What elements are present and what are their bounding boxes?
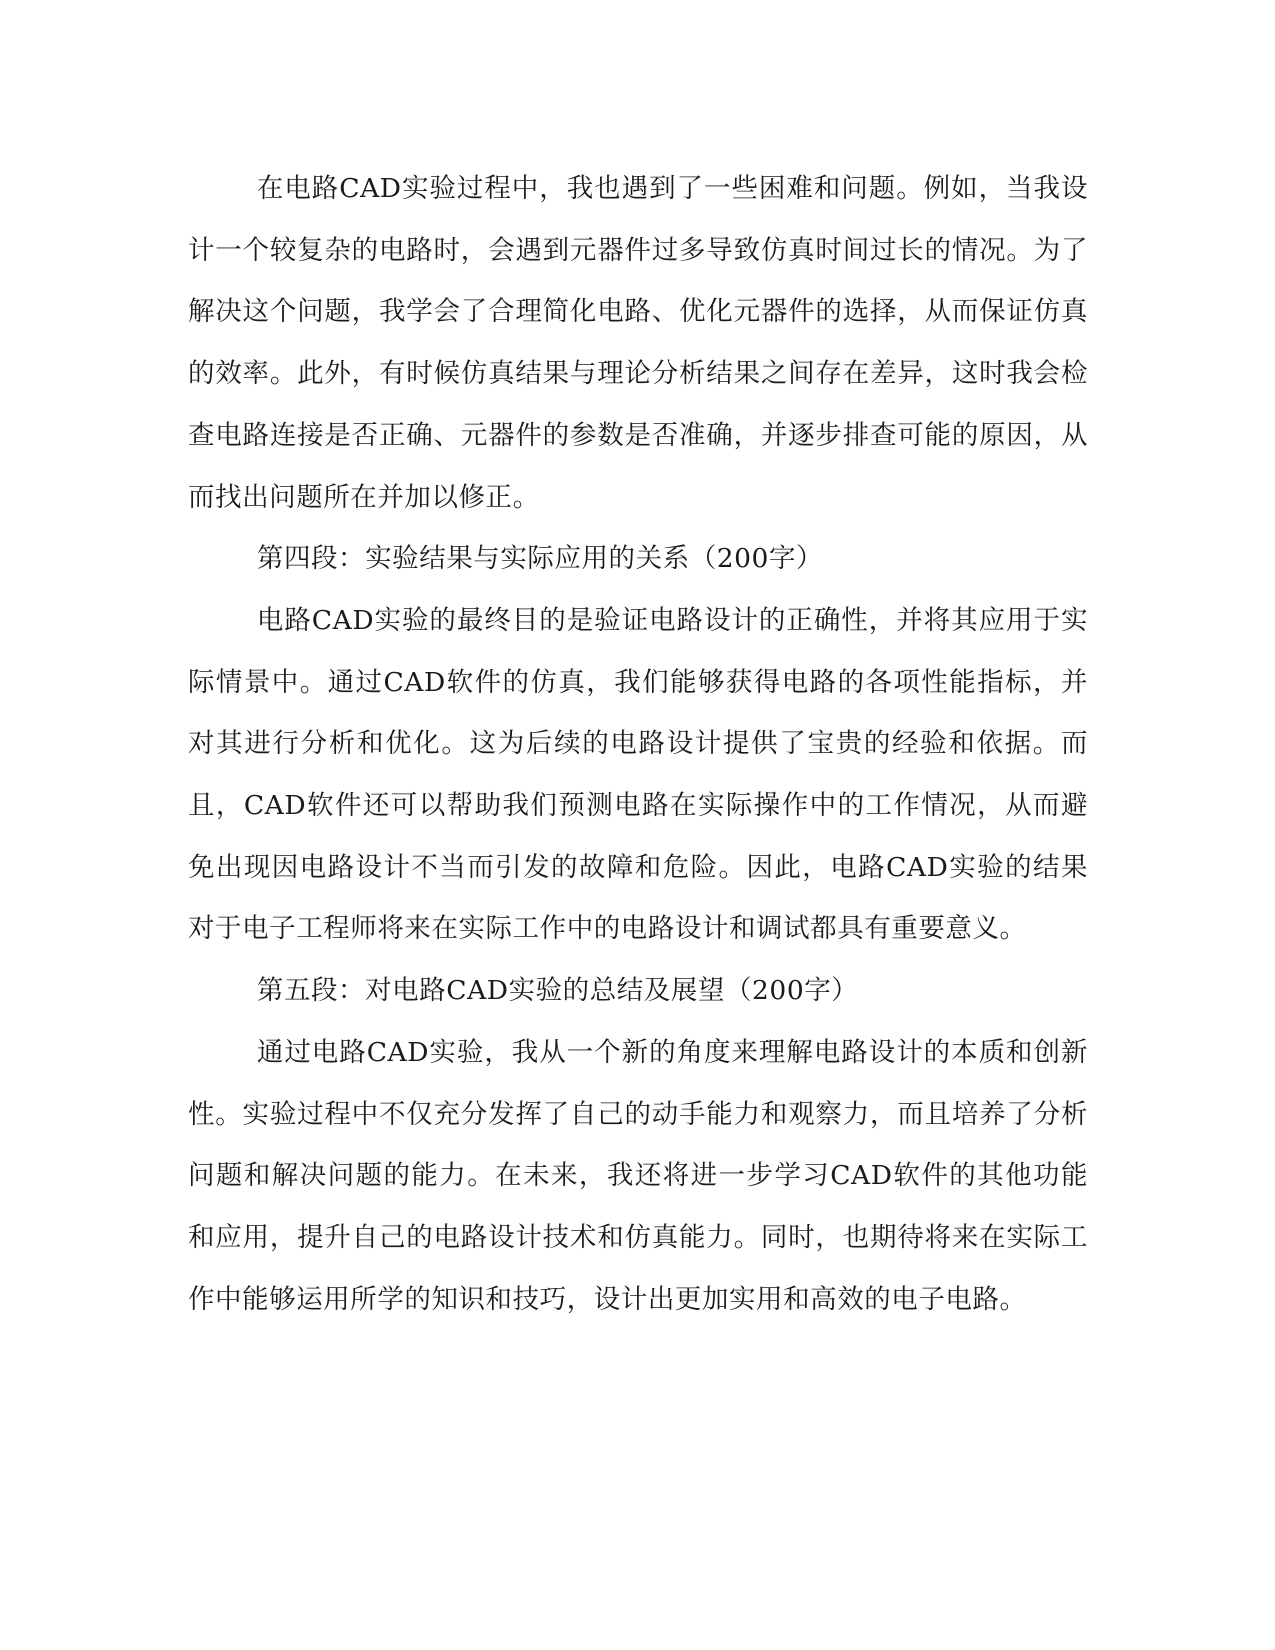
paragraph-summary-outlook: 通过电路CAD实验，我从一个新的角度来理解电路设计的本质和创新性。实验过程中不仅充分发挥了自己的动手能力和观察力，而且培养了分析问题和解决问题的能力。在未来，我还将进一步学习CAD软件的其他功能和应用，提升自己的电路设计技术和仿真能力。同时，也期待将来在实际工作中能够运用所学的知识和技巧，设计出更加实用和高效的电子电路。: [188, 1036, 1088, 1315]
section-heading-5: 第五段：对电路CAD实验的总结及展望（200字）: [256, 975, 859, 1007]
section-heading-4: 第四段：实验结果与实际应用的关系（200字）: [256, 543, 824, 575]
paragraph-difficulties: 在电路CAD实验过程中，我也遇到了一些困难和问题。例如，当我设计一个较复杂的电路时，会遇到元器件过多导致仿真时间过长的情况。为了解决这个问题，我学会了合理简化电路、优化元器件的选择，从而保证仿真的效率。此外，有时候仿真结果与理论分析结果之间存在差异，这时我会检查电路连接是否正确、元器件的参数是否准确，并逐步排查可能的原因，从而找出问题所在并加以修正。: [188, 173, 1088, 513]
document-body: [188, 158, 1088, 1330]
paragraph-results-application: 电路CAD实验的最终目的是验证电路设计的正确性，并将其应用于实际情景中。通过CAD软件的仿真，我们能够获得电路的各项性能指标，并对其进行分析和优化。这为后续的电路设计提供了宝贵的经验和依据。而且，CAD软件还可以帮助我们预测电路在实际操作中的工作情况，从而避免出现因电路设计不当而引发的故障和危险。因此，电路CAD实验的结果对于电子工程师将来在实际工作中的电路设计和调试都具有重要意义。: [188, 604, 1088, 945]
